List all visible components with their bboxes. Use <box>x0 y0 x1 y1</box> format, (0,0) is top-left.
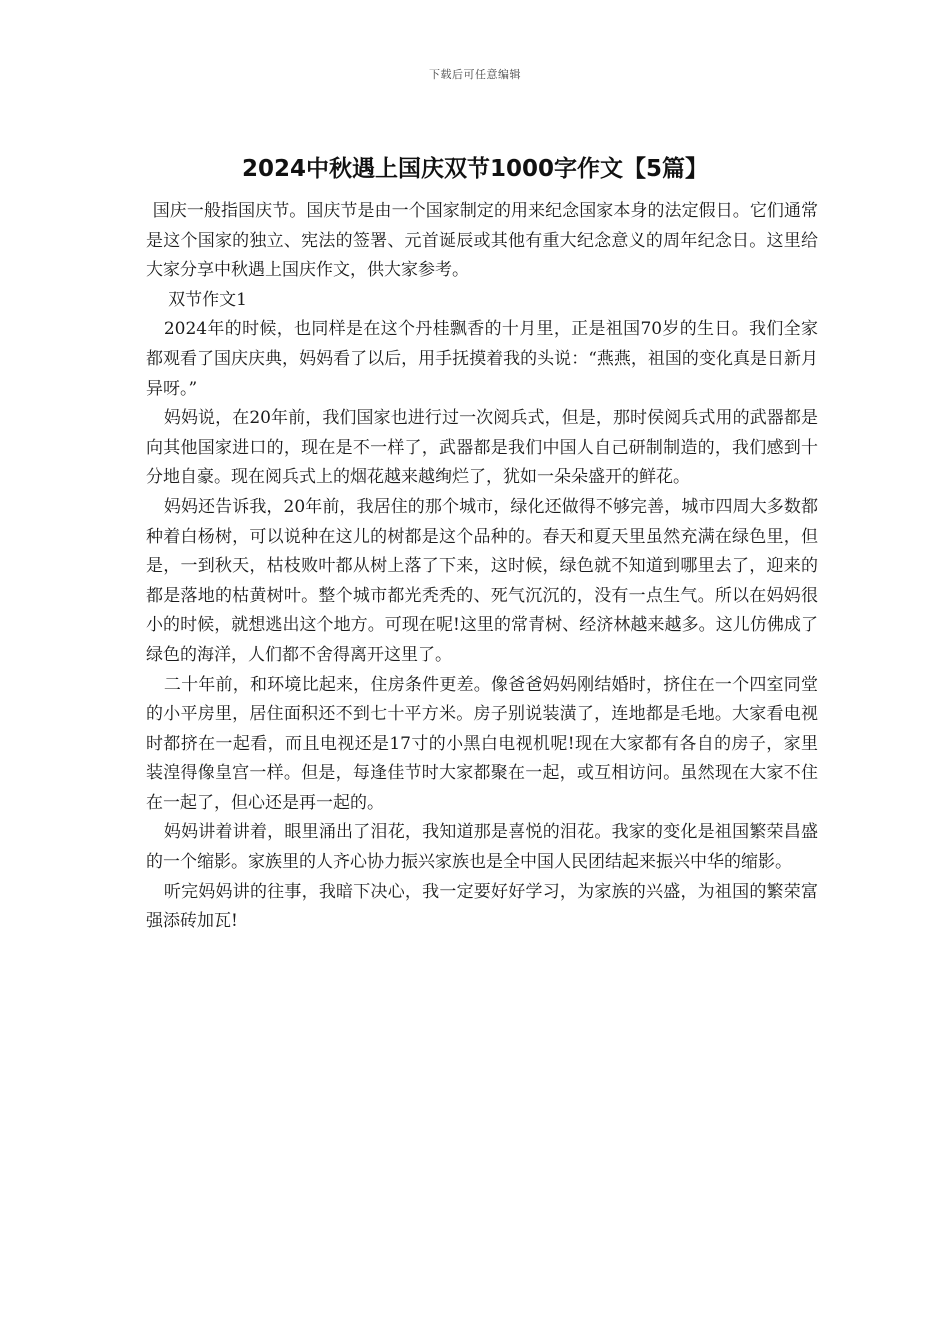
body-paragraph: 听完妈妈讲的往事，我暗下决心，我一定要好好学习，为家族的兴盛，为祖国的繁荣富强添砖加瓦! <box>146 881 818 932</box>
body-paragraph: 二十年前，和环境比起来，住房条件更差。像爸爸妈妈刚结婚时，挤住在一个四室同堂的小平房里，居住面积还不到七十平方米。房子别说装潢了，连地都是毛地。大家看电视时都挤在一起看，而且电视还是17寸的小黑白电视机呢!现在大家都有各自的房子，家里装湟得像皇宫一样。但是，每逢佳节时大家都聚在一起，或互相访问。虽然现在大家不住在一起了，但心还是再一起的。 <box>146 674 818 813</box>
section-heading: 双节作文1 <box>168 289 247 310</box>
body-paragraph: 妈妈讲着讲着，眼里涌出了泪花，我知道那是喜悦的泪花。我家的变化是祖国繁荣昌盛的一个缩影。家族里的人齐心协力振兴家族也是全中国人民团结起来振兴中华的缩影。 <box>146 822 818 873</box>
document-title: 2024中秋遇上国庆双节1000字作文【5篇】 <box>241 156 709 182</box>
intro-paragraph: 国庆一般指国庆节。国庆节是由一个国家制定的用来纪念国家本身的法定假日。它们通常是这个国家的独立、宪法的签署、元首诞辰或其他有重大纪念意义的周年纪念日。这里给大家分享中秋遇上国庆作文，供大家参考。 <box>146 201 818 281</box>
header-note: 下载后可任意编辑 <box>429 68 521 81</box>
body-paragraph: 2024年的时候，也同样是在这个丹桂飘香的十月里，正是祖国70岁的生日。我们全家都观看了国庆庆典，妈妈看了以后，用手抚摸着我的头说：“燕燕，祖国的变化真是日新月异呀。” <box>146 319 818 399</box>
document-body <box>146 197 818 937</box>
body-paragraph: 妈妈说，在20年前，我们国家也进行过一次阅兵式，但是，那时侯阅兵式用的武器都是向其他国家进口的，现在是不一样了，武器都是我们中国人自己研制制造的，我们感到十分地自豪。现在阅兵式上的烟花越来越绚烂了，犹如一朵朵盛开的鲜花。 <box>146 408 818 488</box>
body-paragraph: 妈妈还告诉我，20年前，我居住的那个城市，绿化还做得不够完善，城市四周大多数都种着白杨树，可以说种在这儿的树都是这个品种的。春天和夏天里虽然充满在绿色里，但是，一到秋天，枯枝败叶都从树上落了下来，这时候，绿色就不知道到哪里去了，迎来的都是落地的枯黄树叶。整个城市都光秃秃的、死气沉沉的，没有一点生气。所以在妈妈很小的时候，就想逃出这个地方。可现在呢!这里的常青树、经济林越来越多。这儿仿佛成了绿色的海洋，人们都不舍得离开这里了。 <box>146 496 818 665</box>
